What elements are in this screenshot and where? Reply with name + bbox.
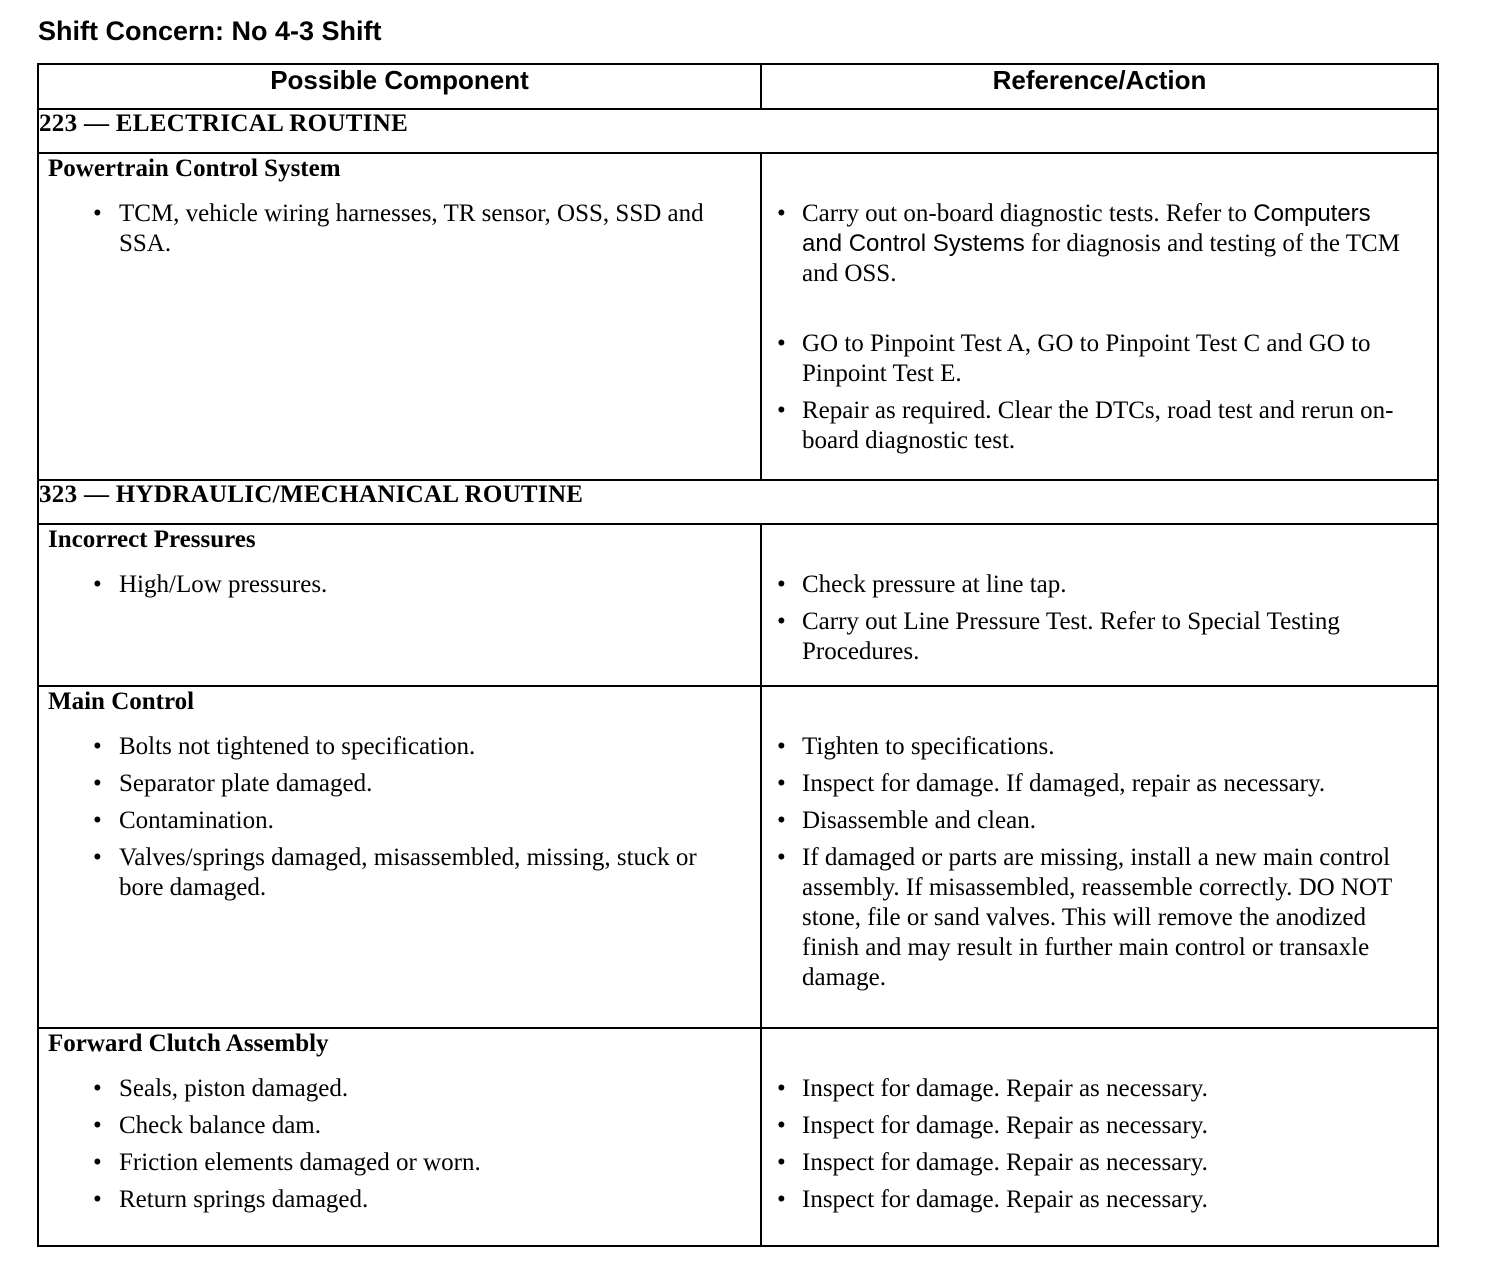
- list-item: [39, 732, 760, 762]
- bullet-icon: •: [93, 807, 102, 834]
- component-text: Bolts not tightened to specification.: [119, 733, 476, 760]
- action-text: Inspect for damage. Repair as necessary.: [802, 1112, 1208, 1139]
- column-header-reference-action: Reference/Action: [761, 64, 1438, 109]
- bullet-icon: •: [777, 200, 786, 227]
- table-row: [38, 686, 1438, 1028]
- list-item: [39, 1148, 760, 1178]
- action-cell: [761, 153, 1438, 480]
- component-list: [39, 570, 760, 600]
- component-list: [39, 199, 760, 259]
- bullet-icon: •: [777, 844, 786, 871]
- bullet-icon: •: [777, 397, 786, 424]
- bullet-icon: •: [93, 770, 102, 797]
- bullet-icon: •: [93, 200, 102, 227]
- list-item: [39, 806, 760, 836]
- component-heading: Forward Clutch Assembly: [48, 1030, 329, 1057]
- bullet-icon: •: [777, 770, 786, 797]
- action-text: GO to Pinpoint Test A, GO to Pinpoint Test C and GO to Pinpoint Test E.: [802, 330, 1371, 387]
- action-text: Carry out Line Pressure Test. Refer to Special Testing Procedures.: [802, 608, 1340, 665]
- list-item: [39, 843, 760, 903]
- action-text: Inspect for damage. Repair as necessary.: [802, 1149, 1208, 1176]
- bullet-icon: •: [777, 1112, 786, 1139]
- action-text: for diagnosis and testing of the TCM and OSS.: [802, 230, 1400, 287]
- list-item: [762, 732, 1437, 762]
- list-item: [762, 1185, 1437, 1215]
- list-item: [762, 329, 1437, 389]
- action-text: Tighten to specifications.: [802, 733, 1055, 760]
- list-item: [762, 769, 1437, 799]
- component-text: Valves/springs damaged, misassembled, missing, stuck or bore damaged.: [119, 844, 697, 901]
- component-text: Contamination.: [119, 807, 274, 834]
- list-item: [762, 1074, 1437, 1104]
- bullet-icon: •: [777, 1075, 786, 1102]
- bullet-icon: •: [777, 1149, 786, 1176]
- list-item: [39, 1074, 760, 1104]
- component-heading: Main Control: [48, 688, 195, 715]
- shift-concern-table: [37, 63, 1439, 1247]
- action-text: If damaged or parts are missing, install a new main control assembly. If misassembled, reassemble correctly. DO NOT stone, file or sand valves. This will remove the anodized finish and may result in further main control or transaxle damage.: [802, 844, 1392, 991]
- list-item: [39, 1111, 760, 1141]
- action-cell: [761, 524, 1438, 686]
- action-text: Check pressure at line tap.: [802, 571, 1067, 598]
- action-list: [762, 732, 1437, 993]
- action-text: Inspect for damage. Repair as necessary.: [802, 1075, 1208, 1102]
- component-heading: Incorrect Pressures: [48, 526, 256, 553]
- list-item: [762, 843, 1437, 993]
- page-title: Shift Concern: No 4-3 Shift: [38, 16, 382, 46]
- bullet-icon: •: [93, 1112, 102, 1139]
- bullet-icon: •: [93, 844, 102, 871]
- list-item: [762, 570, 1437, 600]
- list-item: [39, 1185, 760, 1215]
- component-heading: Powertrain Control System: [48, 155, 341, 182]
- bullet-icon: •: [93, 1149, 102, 1176]
- component-text: Seals, piston damaged.: [119, 1075, 349, 1102]
- component-text: Check balance dam.: [119, 1112, 321, 1139]
- bullet-icon: •: [777, 330, 786, 357]
- section-row: [38, 480, 1438, 524]
- component-text: TCM, vehicle wiring harnesses, TR sensor, OSS, SSD and SSA.: [119, 200, 704, 257]
- component-text: Separator plate damaged.: [119, 770, 373, 797]
- component-cell: [38, 1028, 761, 1246]
- component-cell: [38, 524, 761, 686]
- action-cell: [761, 1028, 1438, 1246]
- section-label-electrical: 223 — ELECTRICAL ROUTINE: [38, 109, 1438, 153]
- component-cell: [38, 686, 761, 1028]
- component-cell: [38, 153, 761, 480]
- action-text: Inspect for damage. If damaged, repair as necessary.: [802, 770, 1326, 797]
- action-list: [762, 570, 1437, 667]
- component-text: High/Low pressures.: [119, 571, 328, 598]
- table-row: [38, 153, 1438, 480]
- bullet-icon: •: [777, 571, 786, 598]
- bullet-icon: •: [777, 608, 786, 635]
- list-item: [762, 1111, 1437, 1141]
- list-item: [762, 806, 1437, 836]
- component-list: [39, 732, 760, 903]
- list-item: [762, 607, 1437, 667]
- bullet-icon: •: [93, 1075, 102, 1102]
- list-item: [39, 570, 760, 600]
- component-text: Friction elements damaged or worn.: [119, 1149, 481, 1176]
- list-item: [762, 199, 1437, 289]
- action-text: Disassemble and clean.: [802, 807, 1036, 834]
- reference-link[interactable]: Computers and Control Systems: [802, 200, 1371, 257]
- list-item: [762, 1148, 1437, 1178]
- action-text: Carry out on-board diagnostic tests. Refer to: [802, 200, 1254, 227]
- action-text: Inspect for damage. Repair as necessary.: [802, 1186, 1208, 1213]
- list-item: [762, 396, 1437, 456]
- bullet-icon: •: [93, 1186, 102, 1213]
- section-label-hydraulic: 323 — HYDRAULIC/MECHANICAL ROUTINE: [38, 480, 1438, 524]
- component-text: Return springs damaged.: [119, 1186, 369, 1213]
- action-cell: [761, 686, 1438, 1028]
- table-header-row: [38, 64, 1438, 109]
- component-list: [39, 1074, 760, 1215]
- bullet-icon: •: [777, 733, 786, 760]
- bullet-icon: •: [93, 733, 102, 760]
- action-list: [762, 1074, 1437, 1215]
- bullet-icon: •: [777, 1186, 786, 1213]
- bullet-icon: •: [93, 571, 102, 598]
- table-row: [38, 524, 1438, 686]
- column-header-possible-component: Possible Component: [38, 64, 761, 109]
- table-row: [38, 1028, 1438, 1246]
- list-item: [39, 769, 760, 799]
- list-item: [39, 199, 760, 259]
- section-row: [38, 109, 1438, 153]
- action-list: [762, 199, 1437, 456]
- action-text: Repair as required. Clear the DTCs, road test and rerun on-board diagnostic test.: [802, 397, 1394, 454]
- bullet-icon: •: [777, 807, 786, 834]
